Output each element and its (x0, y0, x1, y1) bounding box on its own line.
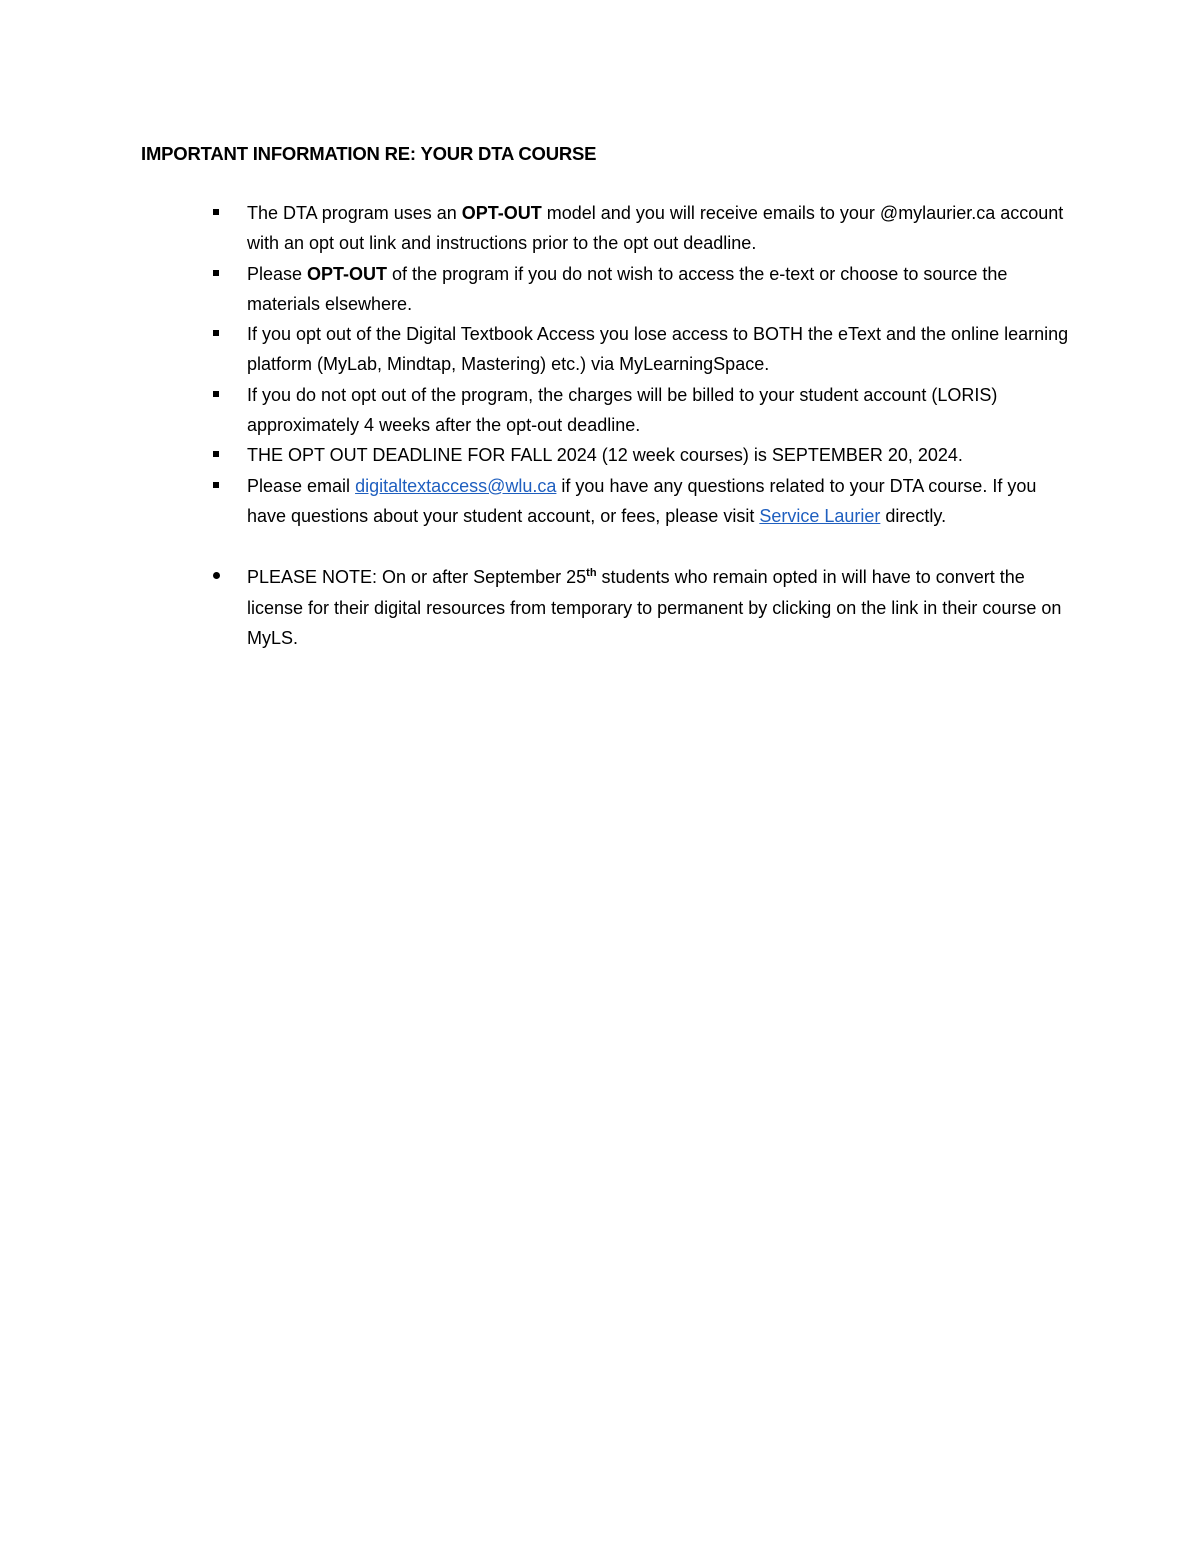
item-text: If you opt out of the Digital Textbook Access you lose access to BOTH the eText and the online learning platform (MyLab, Mindtap, Mastering) etc.) via MyLearningSpace. (247, 324, 1069, 375)
list-item (0, 471, 1077, 532)
deadline-text: THE OPT OUT DEADLINE FOR FALL 2024 (12 week courses) is SEPTEMBER 20, 2024. (247, 445, 963, 466)
note-text: PLEASE NOTE: On or after September 25 (247, 567, 587, 588)
note-text: students who remain opted in will have to convert the license for their digital resources from temporary to permanent by clicking on the link in their course on MyLS. (247, 567, 1062, 648)
item-text: if you have any questions related to your DTA course. If you have questions about your student account, or fees, please visit (247, 475, 1037, 526)
item-text: If you do not opt out of the program, the charges will be billed to your student account (LORIS) approximately 4 weeks after the opt-out deadline. (247, 384, 998, 436)
opt-out-emphasis: OPT-OUT (461, 203, 542, 223)
note-item (0, 562, 1077, 653)
spacer (0, 531, 1200, 562)
item-text: Please email (247, 475, 356, 496)
item-text: model and you will receive emails to your @mylaurier.ca account with an opt out link and instructions prior to the opt out deadline. (247, 203, 1064, 254)
service-laurier-link[interactable]: Service Laurier (759, 505, 881, 526)
item-text: Please (247, 263, 308, 284)
document-heading: IMPORTANT INFORMATION RE: YOUR DTA COURSE (141, 143, 597, 164)
list-item (0, 380, 1077, 441)
item-text: The DTA program uses an (247, 203, 462, 223)
item-text: of the program if you do not wish to access the e-text or choose to source the materials elsewhere. (247, 263, 1008, 314)
item-text: directly. (880, 505, 947, 526)
info-list (0, 198, 1200, 653)
list-item (0, 198, 1077, 259)
list-item (0, 259, 1077, 320)
opt-out-emphasis: OPT-OUT (307, 263, 388, 284)
list-item (0, 319, 1077, 380)
ordinal-suffix: th (586, 567, 597, 580)
email-link[interactable]: digitaltextaccess@wlu.ca (355, 475, 557, 496)
list-item (0, 440, 1077, 470)
